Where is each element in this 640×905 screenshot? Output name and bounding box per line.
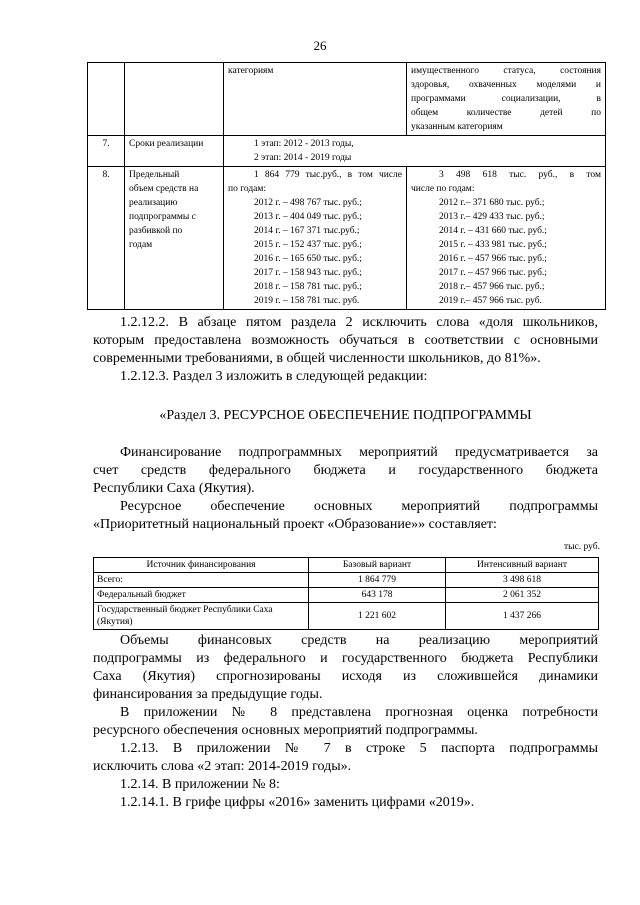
cell-line: 1 864 779 тыс.руб., в том числе — [254, 170, 402, 180]
table-cell — [224, 136, 606, 167]
row-label — [125, 167, 224, 310]
stage-line: 1 этап: 2012 - 2013 годы, — [254, 139, 354, 149]
label-line: объем средств на — [129, 184, 199, 194]
year-line: 2018 г.– 457 966 тыс. руб.; — [439, 282, 545, 292]
paragraph-line: Саха (Якутия) спрогнозированы исходя из сложившейся динамики — [93, 669, 598, 684]
table-cell: 1 221 602 — [309, 603, 446, 630]
paragraph-line: ресурсного обеспечения основных мероприятий подпрограммы. — [93, 723, 478, 738]
table-cell: Федеральный бюджет — [94, 588, 309, 603]
cell-line: имущественного статуса, состояния — [411, 66, 601, 76]
cell-line: здоровья, охваченных моделями и — [411, 80, 601, 90]
paragraph: 1.2.14. В приложении № 8: — [120, 777, 280, 792]
year-line: 2018 г. – 158 781 тыс. руб.; — [254, 282, 362, 292]
paragraph-block-2 — [93, 444, 598, 534]
table-row — [94, 573, 599, 588]
cell-line: 3 498 618 тыс. руб., в том — [439, 170, 601, 180]
paragraph-line: Объемы финансовых средств на реализацию мероприятий — [120, 633, 598, 648]
year-line: 2014 г. – 431 660 тыс. руб.; — [439, 226, 547, 236]
label-line: реализацию — [129, 198, 178, 208]
table-cell: 643 178 — [309, 588, 446, 603]
table-cell — [125, 63, 224, 136]
table-cell: 3 498 618 — [446, 573, 599, 588]
cell-line: программами социализации, в — [411, 94, 601, 104]
paragraph-block-3 — [93, 632, 598, 812]
table-cell: 1 864 779 — [309, 573, 446, 588]
paragraph-line: 1.2.12.2. В абзаце пятом раздела 2 исключить слова «доля школьников, — [120, 315, 598, 330]
label-line: Предельный — [129, 170, 180, 180]
cell-line: общем количестве детей по — [411, 108, 601, 118]
year-line: 2015 г. – 152 437 тыс. руб.; — [254, 240, 362, 250]
column-header: Базовый вариант — [309, 558, 446, 573]
row-label: Сроки реализации — [125, 136, 224, 167]
cell-line: указанным категориям — [411, 122, 503, 132]
column-header: Источник финансирования — [94, 558, 309, 573]
table-cell: Государственный бюджет Республики Саха (Якутия) — [94, 603, 309, 630]
paragraph-line: 1.2.13. В приложении № 7 в строке 5 паспорта подпрограммы — [120, 741, 598, 756]
paragraph-line: Финансирование подпрограммных мероприятий предусматривается за — [120, 445, 598, 460]
unit-label: тыс. руб. — [564, 542, 600, 552]
year-line: 2015 г. – 433 981 тыс. руб.; — [439, 240, 547, 250]
paragraph-line: подпрограммы из федерального и государственного бюджета Республики — [93, 651, 598, 666]
year-line: 2017 г. – 457 966 тыс. руб.; — [439, 268, 547, 278]
column-header: Интенсивный вариант — [446, 558, 599, 573]
passport-table — [87, 62, 606, 310]
row-number: 8. — [88, 167, 125, 310]
paragraph-line: финансирования за предыдущие годы. — [93, 687, 323, 702]
row-number: 7. — [88, 136, 125, 167]
table-row — [88, 136, 606, 167]
paragraph-line: современными требованиями, в общей численности школьников, до 81%». — [93, 351, 541, 366]
paragraph: 1.2.12.3. Раздел 3 изложить в следующей редакции: — [120, 369, 428, 384]
table-header-row — [94, 558, 599, 573]
table-cell: 2 061 352 — [446, 588, 599, 603]
table-row — [94, 588, 599, 603]
year-line: 2019 г. – 158 781 тыс. руб. — [254, 296, 360, 306]
year-line: 2016 г. – 457 966 тыс. руб.; — [439, 254, 547, 264]
table-cell — [88, 63, 125, 136]
stage-line: 2 этап: 2014 - 2019 годы — [254, 153, 352, 163]
year-line: 2012 г.– 371 680 тыс. руб.; — [439, 198, 545, 208]
paragraph-line: которым предоставлена возможность обучаться в соответствии с основными — [93, 333, 598, 348]
section-title: «Раздел 3. РЕСУРСНОЕ ОБЕСПЕЧЕНИЕ ПОДПРОГРАММЫ — [159, 408, 532, 423]
year-line: 2013 г. – 404 049 тыс. руб.; — [254, 212, 362, 222]
label-line: подпрограммы с — [129, 212, 196, 222]
financing-table — [93, 557, 599, 630]
year-line: 2017 г. – 158 943 тыс. руб.; — [254, 268, 362, 278]
table-cell: Всего: — [94, 573, 309, 588]
label-line: разбивкой по — [129, 226, 183, 236]
cell-text: категориям — [228, 66, 274, 76]
table-cell — [224, 63, 407, 136]
year-line: 2019 г.– 457 966 тыс. руб. — [439, 296, 542, 306]
table-cell — [407, 63, 606, 136]
base-variant-cell — [224, 167, 407, 310]
year-line: 2012 г. – 498 767 тыс. руб.; — [254, 198, 362, 208]
table-row — [94, 603, 599, 630]
paragraph-line: Республики Саха (Якутия). — [93, 481, 255, 496]
paragraph-line: В приложении № 8 представлена прогнозная оценка потребности — [120, 705, 598, 720]
year-line: 2016 г. – 165 650 тыс. руб.; — [254, 254, 362, 264]
year-line: 2013 г.– 429 433 тыс. руб.; — [439, 212, 545, 222]
table-row — [88, 167, 606, 310]
paragraph: 1.2.14.1. В грифе цифры «2016» заменить цифрами «2019». — [120, 795, 475, 810]
cell-line: по годам: — [228, 184, 267, 194]
paragraph-block-1 — [93, 314, 598, 386]
paragraph-line: Ресурсное обеспечение основных мероприятий подпрограммы — [120, 499, 598, 514]
year-line: 2014 г. – 167 371 тыс.руб.; — [254, 226, 360, 236]
cell-line: числе по годам: — [411, 184, 475, 194]
table-cell: 1 437 266 — [446, 603, 599, 630]
intensive-variant-cell — [407, 167, 606, 310]
paragraph-line: «Приоритетный национальный проект «Образование»» составляет: — [93, 517, 497, 532]
page-number: 26 — [313, 38, 327, 53]
paragraph-line: исключить слова «2 этап: 2014-2019 годы». — [93, 759, 352, 774]
label-line: годам — [129, 240, 153, 250]
paragraph-line: счет средств федерального бюджета и государственного бюджета — [93, 463, 598, 478]
table-row — [88, 63, 606, 136]
